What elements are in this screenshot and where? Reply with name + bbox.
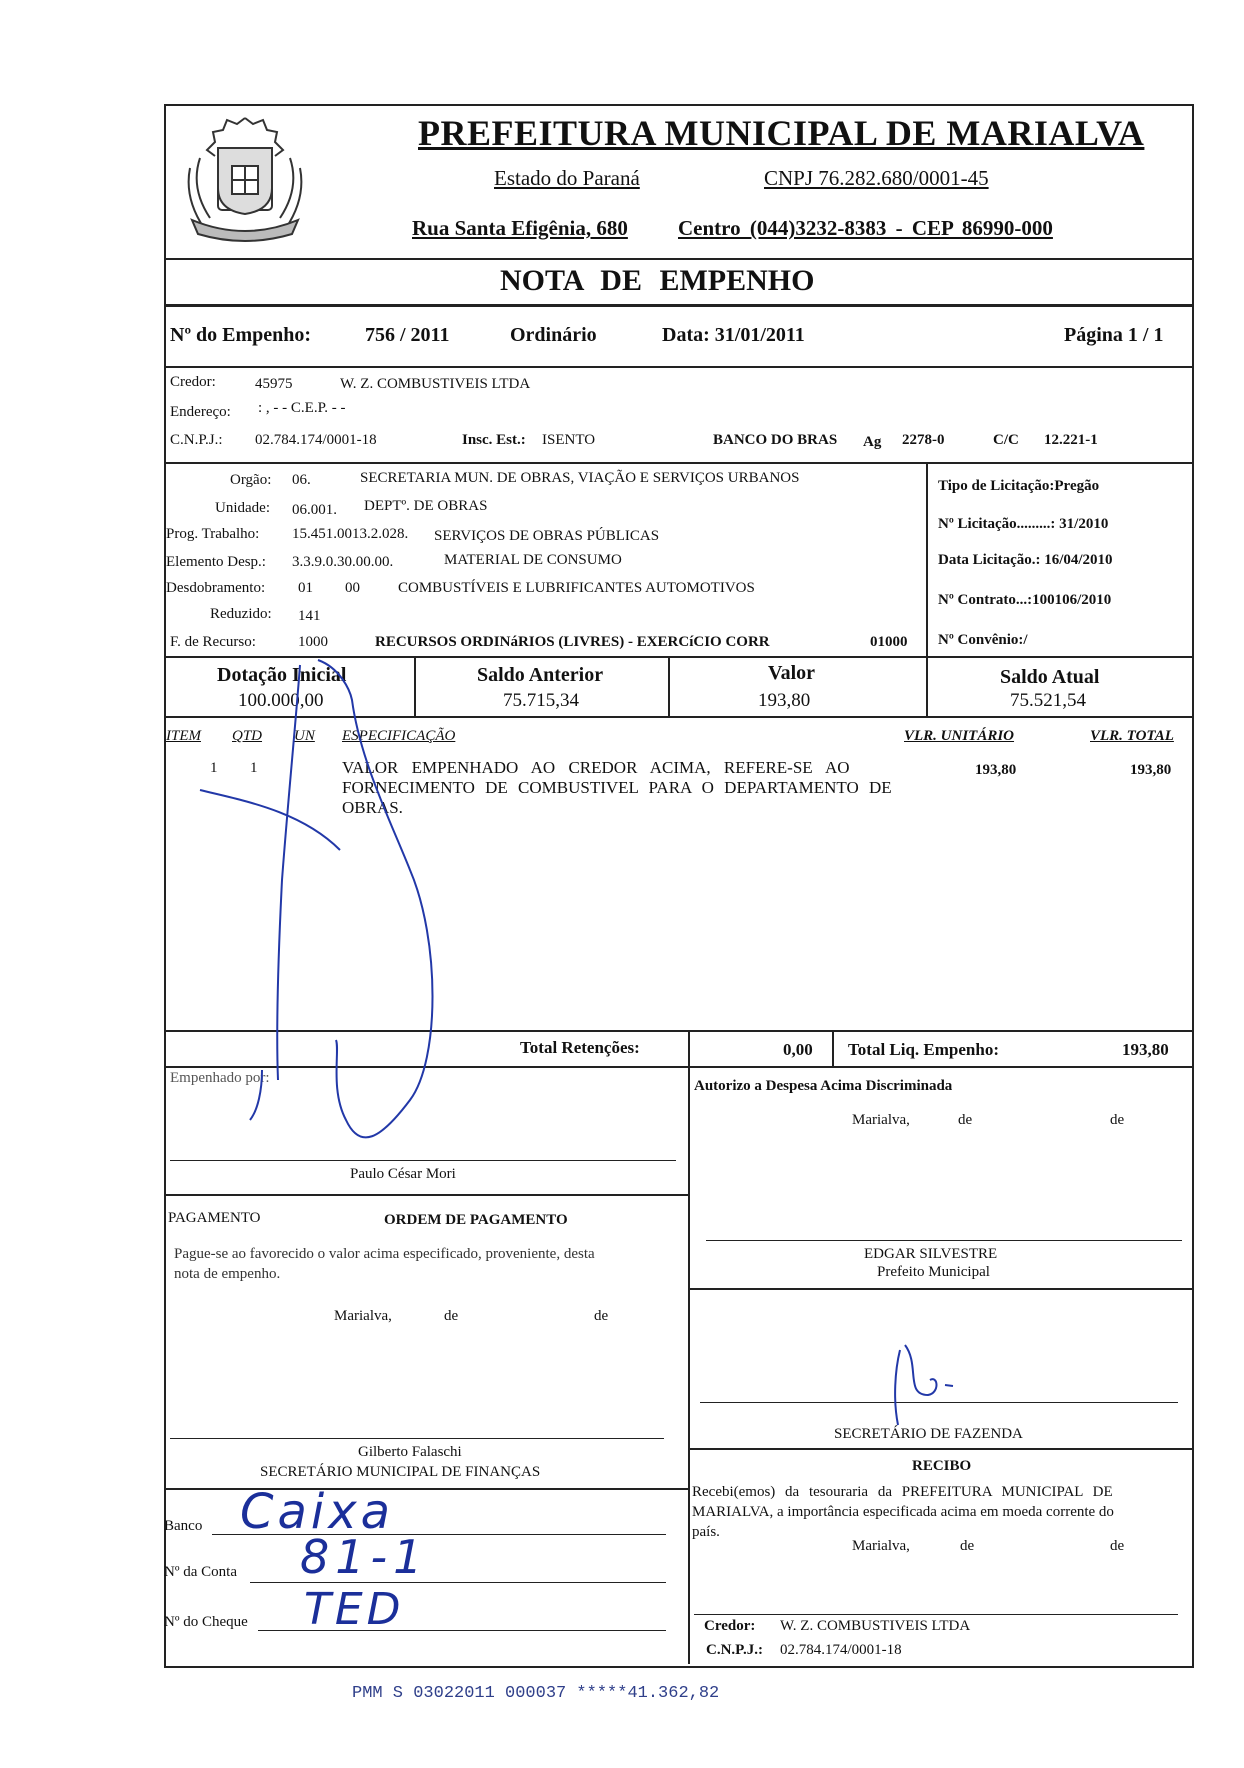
cheque-value: TED [304, 1584, 405, 1635]
recibo-de1: de [960, 1538, 975, 1554]
credor-label: Credor: [170, 374, 216, 390]
item-espec-line2: FORNECIMENTO DE COMBUSTIVEL PARA O DEPARTAMENTO DE [342, 778, 892, 797]
empenho-date: Data: 31/01/2011 [662, 324, 805, 346]
recibo-text2: MARIALVA, a importância especificada acima em moeda corrente do [692, 1504, 1114, 1520]
saldo-anterior-value: 75.715,34 [503, 690, 579, 711]
recurso-code2: 01000 [870, 634, 908, 650]
recibo-cnpj: 02.784.174/0001-18 [780, 1642, 902, 1658]
saldo-atual-value: 75.521,54 [1010, 690, 1086, 711]
empenhado-label: Empenhado por: [170, 1070, 270, 1086]
recurso-label: F. de Recurso: [170, 634, 256, 650]
liq-label: Total Liq. Empenho: [848, 1040, 999, 1059]
cc-value: 12.221-1 [1044, 432, 1098, 448]
empenho-type: Ordinário [510, 324, 597, 346]
credor-name: W. Z. COMBUSTIVEIS LTDA [340, 376, 531, 392]
banco-label: Banco [164, 1518, 203, 1534]
desd-code2: 00 [345, 580, 360, 596]
item-vlr-total: 193,80 [1130, 762, 1172, 778]
autorizo-title: Autorizo a Despesa Acima Discriminada [694, 1078, 953, 1094]
cc-label: C/C [993, 432, 1019, 448]
address-rest: Centro (044)3232-8383 - CEP 86990-000 [678, 216, 1053, 240]
autorizo-signer-role: Prefeito Municipal [877, 1264, 990, 1280]
recibo-city: Marialva, [852, 1538, 910, 1554]
desd-name: COMBUSTÍVEIS E LUBRIFICANTES AUTOMOTIVOS [398, 580, 755, 596]
cnpj-prefeitura: CNPJ 76.282.680/0001-45 [764, 166, 989, 190]
insc-label: Insc. Est.: [462, 432, 526, 448]
autorizo-signer: EDGAR SILVESTRE [864, 1246, 998, 1262]
item-espec-line3: OBRAS. [342, 798, 403, 817]
recibo-credor-name: W. Z. COMBUSTIVEIS LTDA [780, 1618, 971, 1634]
col-especificacao: ESPECIFICAÇÃO [342, 728, 456, 744]
numero-licitacao: Nº Licitação.........: 31/2010 [938, 516, 1109, 532]
retencoes-label: Total Retenções: [520, 1038, 640, 1057]
autorizo-de1: de [958, 1112, 973, 1128]
credor-cnpj-label: C.N.P.J.: [170, 432, 223, 448]
insc-value: ISENTO [542, 432, 596, 448]
dotacao-inicial-value: 100.000,00 [238, 690, 324, 711]
prog-label: Prog. Trabalho: [166, 526, 260, 542]
empenho-number: 756 / 2011 [365, 324, 450, 346]
unidade-code: 06.001. [292, 502, 337, 518]
dotacao-inicial-label: Dotação Inicial [217, 664, 347, 686]
item-espec-line1: VALOR EMPENHADO AO CREDOR ACIMA, REFERE-SE AO [342, 758, 850, 777]
col-vlr-total: VLR. TOTAL [1090, 728, 1174, 744]
orgao-label: Orgão: [230, 472, 272, 488]
reduzido-code: 141 [298, 608, 321, 624]
pagamento-signer: Gilberto Falaschi [358, 1444, 462, 1460]
orgao-name: SECRETARIA MUN. DE OBRAS, VIAÇÃO E SERVIÇOS URBANOS [360, 470, 800, 486]
desd-code1: 01 [298, 580, 313, 596]
tipo-licitacao: Tipo de Licitação:Pregão [938, 478, 1100, 494]
data-licitacao: Data Licitação.: 16/04/2010 [938, 552, 1113, 568]
orgao-code: 06. [292, 472, 311, 488]
numero-convenio: Nº Convênio:/ [938, 632, 1028, 648]
unidade-label: Unidade: [215, 500, 270, 516]
pagamento-de2: de [594, 1308, 609, 1324]
item-number: 1 [210, 760, 218, 776]
saldo-atual-label: Saldo Atual [1000, 666, 1100, 688]
prog-name: SERVIÇOS DE OBRAS PÚBLICAS [434, 528, 660, 544]
cheque-label: Nº do Cheque [164, 1614, 248, 1630]
doc-title: NOTA DE EMPENHO [500, 264, 815, 297]
recurso-code: 1000 [298, 634, 328, 650]
recibo-cnpj-label: C.N.P.J.: [706, 1642, 763, 1658]
recibo-text3: país. [692, 1524, 720, 1540]
endereco-value: : , - - C.E.P. - - [258, 400, 346, 416]
conta-label: Nº da Conta [164, 1564, 237, 1580]
state-label: Estado do Paraná [494, 166, 640, 190]
recibo-text1: Recebi(emos) da tesouraria da PREFEITURA MUNICIPAL DE [692, 1484, 1113, 1500]
item-qtd: 1 [250, 760, 258, 776]
bank-name: BANCO DO BRAS [713, 432, 838, 448]
pagamento-signer-role: SECRETÁRIO MUNICIPAL DE FINANÇAS [260, 1464, 541, 1480]
street-address: Rua Santa Efigênia, 680 [412, 216, 628, 240]
item-vlr-unitario: 193,80 [975, 762, 1017, 778]
retencoes-value: 0,00 [783, 1040, 813, 1059]
autorizo-city: Marialva, [852, 1112, 910, 1128]
unidade-name: DEPTº. DE OBRAS [364, 498, 488, 514]
col-un: UN [294, 728, 315, 744]
valor-value: 193,80 [758, 690, 811, 711]
elem-label: Elemento Desp.: [166, 554, 266, 570]
col-qtd: QTD [232, 728, 263, 744]
conta-value: 81-1 [300, 1530, 429, 1584]
reduzido-label: Reduzido: [210, 606, 272, 622]
credor-code: 45975 [255, 376, 293, 392]
col-item: ITEM [166, 728, 201, 744]
pagamento-label: PAGAMENTO [168, 1210, 261, 1226]
ordem-pagamento-title: ORDEM DE PAGAMENTO [384, 1212, 568, 1228]
recibo-title: RECIBO [912, 1458, 972, 1474]
recurso-name: RECURSOS ORDINáRIOS (LIVRES) - EXERCíCIO CORR [375, 634, 770, 650]
pagamento-city: Marialva, [334, 1308, 392, 1324]
elem-name: MATERIAL DE CONSUMO [444, 552, 622, 568]
desd-label: Desdobramento: [166, 580, 266, 596]
valor-label: Valor [768, 662, 816, 684]
ag-label: Ag [863, 434, 882, 450]
saldo-anterior-label: Saldo Anterior [477, 664, 604, 686]
empenhado-name: Paulo César Mori [350, 1166, 456, 1182]
recibo-credor-label: Credor: [704, 1618, 756, 1634]
ag-value: 2278-0 [902, 432, 945, 448]
pagamento-text2: nota de empenho. [174, 1266, 281, 1282]
pagamento-text1: Pague-se ao favorecido o valor acima especificado, proveniente, desta [174, 1246, 595, 1262]
numero-contrato: Nº Contrato...:100106/2010 [938, 592, 1112, 608]
prefeitura-title: PREFEITURA MUNICIPAL DE MARIALVA [418, 113, 1145, 153]
page-number: Página 1 / 1 [1064, 324, 1164, 346]
footer-stamp: PMM S 03022011 000037 *****41.362,82 [352, 1684, 720, 1703]
prog-code: 15.451.0013.2.028. [292, 526, 409, 542]
col-vlr-unitario: VLR. UNITÁRIO [904, 728, 1015, 744]
empenho-label: Nº do Empenho: [170, 324, 312, 346]
endereco-label: Endereço: [170, 404, 231, 420]
secretario-fazenda: SECRETÁRIO DE FAZENDA [834, 1426, 1023, 1442]
banco-value: Caixa [240, 1484, 395, 1540]
credor-cnpj: 02.784.174/0001-18 [255, 432, 377, 448]
liq-value: 193,80 [1122, 1040, 1169, 1059]
recibo-de2: de [1110, 1538, 1125, 1554]
elem-code: 3.3.9.0.30.00.00. [292, 554, 394, 570]
autorizo-de2: de [1110, 1112, 1125, 1128]
pagamento-de1: de [444, 1308, 459, 1324]
